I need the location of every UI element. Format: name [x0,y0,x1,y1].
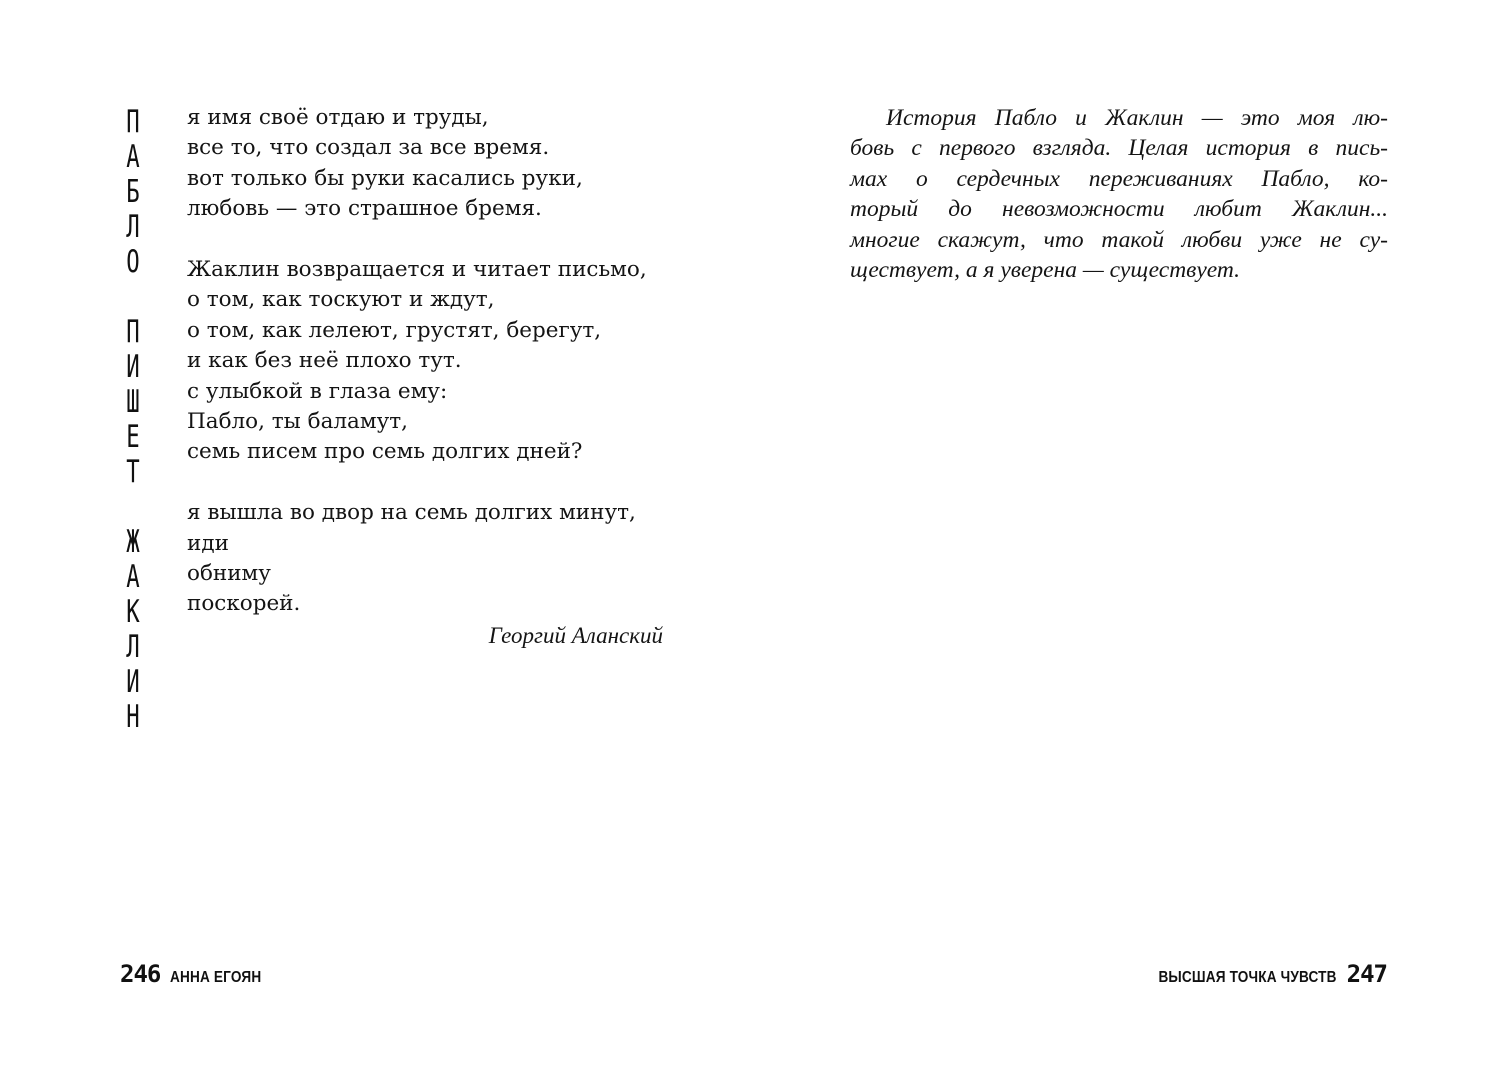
footer-right [1127,960,1387,990]
poem-stanza [187,498,707,620]
vertical-title [118,105,148,735]
poem-line: обниму [187,561,271,587]
title-letter: А [126,139,140,175]
poem-line: о том, как тоскуют и ждут, [187,287,495,313]
poem-line: с улыбкой в глаза ему: [187,378,448,404]
poem-stanza [187,255,707,468]
right-page [756,0,1511,1080]
intro-line: мах о сердечных переживаниях Пабло, ко- [850,165,1388,192]
intro-paragraph [850,103,1388,285]
page-number-right: 247 [1346,960,1387,988]
title-letter: Ш [126,384,140,420]
footer-left [120,960,278,990]
title-letter: И [126,664,140,700]
title-letter: Н [126,699,140,735]
poem-line: все то, что создал за все время. [187,135,550,161]
intro-line: торый до невозможности любит Жаклин... [850,196,1388,223]
poem-line: иди [187,530,229,556]
poem-stanza [187,103,707,225]
title-letter: И [126,349,140,385]
running-head-author: АННА ЕГОЯН [170,969,262,986]
intro-line: ществует, а я уверена — существует. [850,257,1241,284]
poem-attribution: Георгий Аланский [488,623,663,648]
poem-line: вот только бы руки касались руки, [187,165,583,191]
poem-line: семь писем про семь долгих дней? [187,439,583,465]
poem-line: Жаклин возвращается и читает письмо, [187,257,647,283]
page-number-left: 246 [120,960,161,988]
intro-line: История Пабло и Жаклин — это моя лю- [886,105,1388,131]
title-word-gap [118,280,148,315]
poem-line: поскорей. [187,591,301,617]
running-head-book-title: ВЫСШАЯ ТОЧКА ЧУВСТВ [1158,969,1337,986]
intro-line: многие скажут, что такой любви уже не су- [850,226,1388,253]
left-page [0,0,755,1080]
title-letter: О [126,244,140,280]
poem-line: я имя своё отдаю и труды, [187,105,489,130]
title-letter: Т [126,454,140,490]
poem-line: я вышла во двор на семь долгих минут, [187,500,636,526]
title-word-gap [118,490,148,525]
poem-line: Пабло, ты баламут, [187,409,408,435]
poem-line: о том, как лелеют, грустят, берегут, [187,317,602,343]
title-letter: П [126,314,140,350]
title-letter: Ж [126,524,140,560]
title-letter: Л [126,209,140,245]
title-letter: Б [126,174,140,210]
title-letter: Л [126,629,140,665]
title-letter: К [126,594,140,630]
title-letter: А [126,559,140,595]
poem-line: и как без неё плохо тут. [187,348,462,374]
title-letter: П [126,104,140,140]
poem-line: любовь — это страшное бремя. [187,196,542,222]
title-letter: Е [126,419,140,455]
poem [187,103,707,650]
intro-line: бовь с первого взгляда. Целая история в пись- [850,135,1388,162]
